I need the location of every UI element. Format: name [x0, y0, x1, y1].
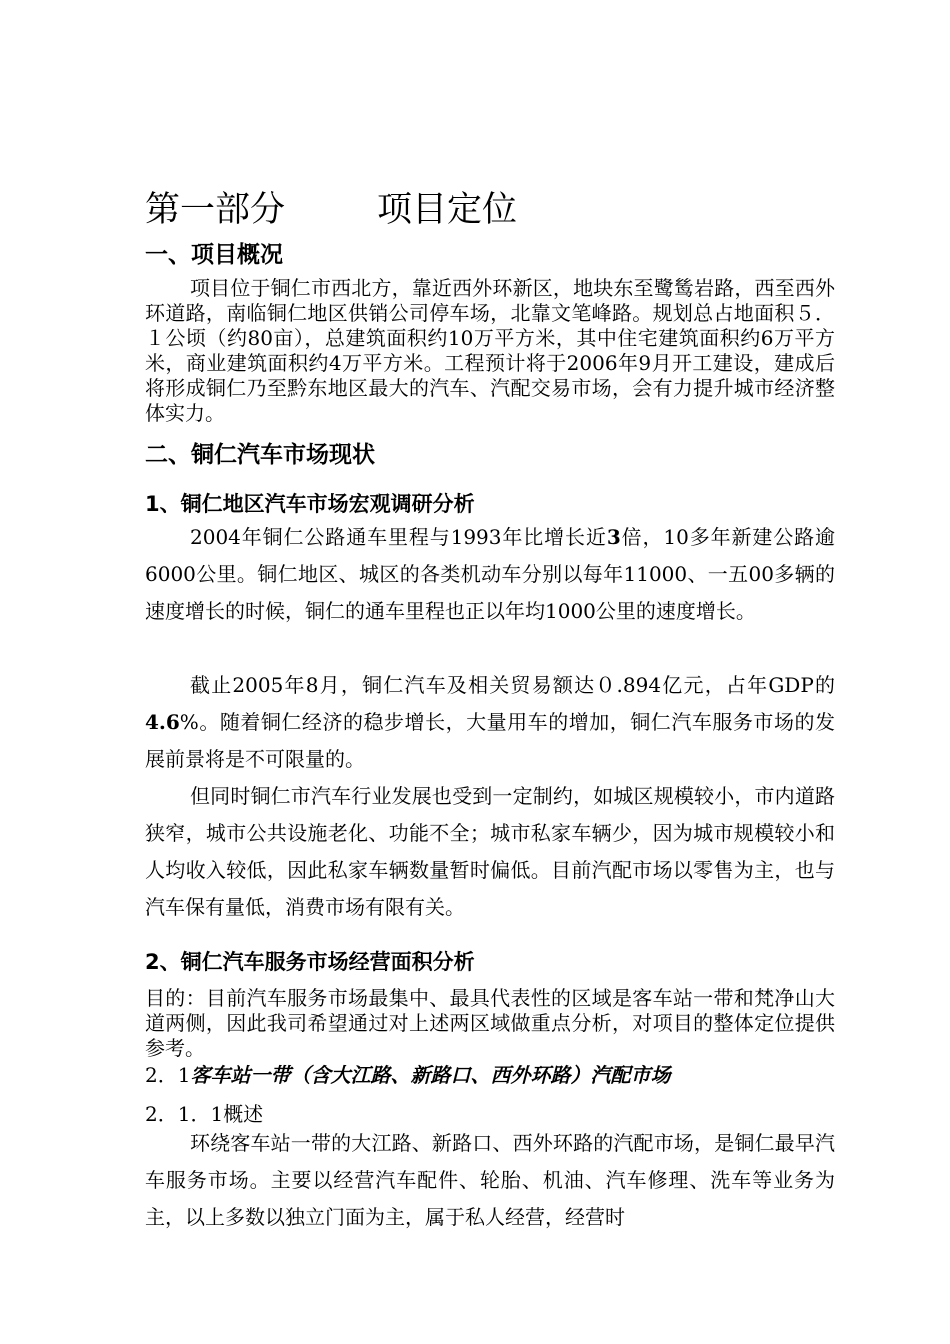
paragraph-summary: 环绕客车站一带的大江路、新路口、西外环路的汽配市场，是铜仁最早汽车服务市场。主要以经营汽车配件、轮胎、机油、汽车修理、洗车等业务为主，以上多数以独立门面为主，属于私人经营，经营时 [145, 1131, 835, 1229]
subsection-heading-area-analysis: 2、铜仁汽车服务市场经营面积分析 [145, 950, 475, 974]
part-number: 第一部分 [145, 190, 286, 230]
paragraph-purpose: 目的：目前汽车服务市场最集中、最具代表性的区域是客车站一带和梵净山大道两侧，因此我司希望通过对上述两区域做重点分析，对项目的整体定位提供参考。 [145, 986, 835, 1060]
section-heading-market-status: 二、铜仁汽车市场现状 [145, 442, 375, 468]
subsection-heading-macro-research: 1、铜仁地区汽车市场宏观调研分析 [145, 492, 475, 516]
subsection-heading-bus-station: 2．1客车站一带（含大江路、新路口、西外环路）汽配市场 [145, 1063, 671, 1087]
part-title: 项目定位 [377, 190, 518, 230]
section-heading-overview: 一、项目概况 [145, 242, 283, 268]
subsection-heading-summary: 2．1．1概述 [145, 1102, 264, 1126]
paragraph-road-growth: 2004年铜仁公路通车里程与1993年比增长近3倍，10多年新建公路逾6000公里。铜仁地区、城区的各类机动车分别以每年11000、一五00多辆的速度增长的时候，铜仁的通车里程也正以年均1000公里的速度增长。 [145, 525, 836, 623]
part-heading [145, 182, 835, 232]
paragraph-constraints: 但同时铜仁市汽车行业发展也受到一定制约，如城区规模较小，市内道路狭窄，城市公共设施老化、功能不全；城市私家车辆少，因为城市规模较小和人均收入较低，因此私家车辆数量暂时偏低。目前汽配市场以零售为主，也与汽车保有量低，消费市场有限有关。 [145, 784, 835, 919]
paragraph-overview: 项目位于铜仁市西北方，靠近西外环新区，地块东至鹭鸶岩路，西至西外环道路，南临铜仁地区供销公司停车场，北靠文笔峰路。规划总占地面积５．１公顷（约80亩），总建筑面积约10万平方米，其中住宅建筑面积约6万平方米，商业建筑面积约4万平方米。工程预计将于2006年9月开工建设，建成后将形成铜仁乃至黔东地区最大的汽车、汽配交易市场，会有力提升城市经济整体实力。 [145, 276, 835, 425]
paragraph-trade-volume: 截止2005年8月，铜仁汽车及相关贸易额达０.894亿元，占年GDP的4.6%。随着铜仁经济的稳步增长，大量用车的增加，铜仁汽车服务市场的发展前景将是不可限量的。 [145, 673, 835, 771]
